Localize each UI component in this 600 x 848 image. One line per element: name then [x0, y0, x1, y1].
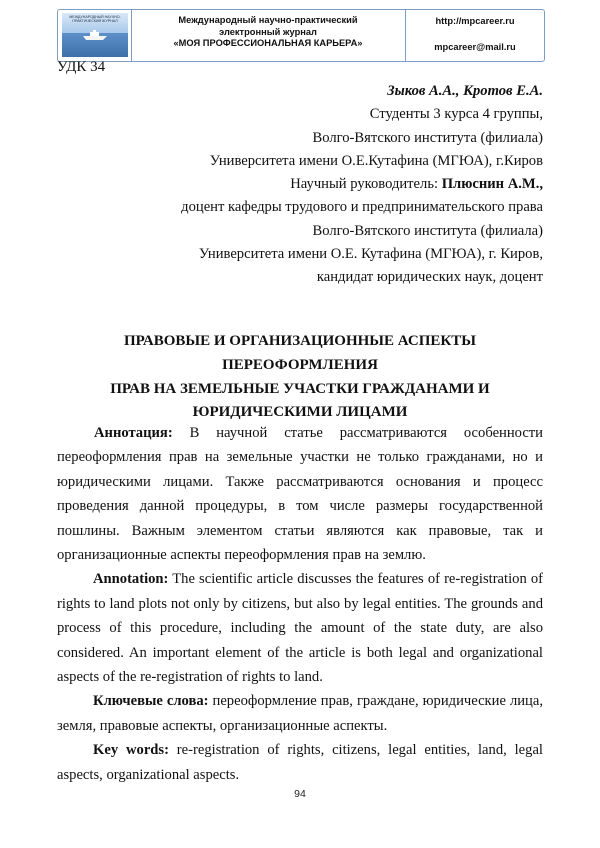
ship-icon [82, 30, 108, 40]
annotation-en-text: The scientific article discusses the features of re-registration of rights to land plots not only by citizens, but also by legal entities. The grounds and process of this procedure, including the amount of the state duty, are also considered. An important element of the article is both legal and organizational aspects of the re-registration of rights to land. [57, 571, 543, 686]
journal-line-1: Международный научно-практический [178, 15, 358, 25]
keywords-en-text: re-registration of rights, citizens, legal entities, land, legal aspects, organizational aspects. [57, 742, 543, 783]
supervisor-label: Научный руководитель: [290, 176, 442, 193]
keywords-en-label: Key words: [93, 742, 169, 759]
supervisor-name: Плюснин А.М., [441, 176, 543, 193]
author-line: кандидат юридических наук, доцент [316, 269, 543, 286]
journal-email-link[interactable]: mpcareer@mail.ru [434, 42, 516, 52]
abstract-section [57, 421, 543, 787]
author-line: Университета имени О.Е.Кутафина (МГЮА), г.Киров [209, 152, 543, 169]
journal-contacts [408, 15, 542, 52]
author-names: Зыков А.А., Кротов Е.А. [387, 83, 543, 99]
page-number: 94 [294, 788, 306, 800]
title-line: ЮРИДИЧЕСКИМИ ЛИЦАМИ [192, 404, 408, 421]
logo-text: МЕЖДУНАРОДНЫЙ НАУЧНО-ПРАКТИЧЕСКИЙ ЖУРНАЛ [69, 15, 121, 23]
author-line: Волго-Вятского института (филиала) [312, 129, 543, 146]
article-title [57, 330, 543, 425]
keywords-ru-label: Ключевые слова: [93, 693, 209, 710]
author-block [57, 80, 543, 290]
journal-line-2: электронный журнал [219, 26, 317, 37]
keywords-ru-text: переоформление прав, граждане, юридические лица, земля, правовые аспекты, организационные аспекты. [57, 693, 543, 734]
ship-logo-icon [62, 13, 128, 57]
author-line: Волго-Вятского института (филиала) [312, 222, 543, 239]
author-line: Студенты 3 курса 4 группы, [369, 106, 543, 123]
annotation-en [57, 567, 543, 689]
journal-url-link[interactable]: http://mpcareer.ru [435, 16, 515, 26]
header-divider [131, 10, 132, 61]
title-line: ПРАВОВЫЕ И ОРГАНИЗАЦИОННЫЕ АСПЕКТЫ ПЕРЕОФОРМЛЕНИЯ [123, 333, 476, 373]
journal-line-3: «МОЯ ПРОФЕССИОНАЛЬНАЯ КАРЬЕРА» [173, 38, 363, 49]
journal-header [57, 9, 545, 62]
author-line: Университета имени О.Е. Кутафина (МГЮА), г. Киров, [198, 246, 543, 263]
header-divider [405, 10, 406, 61]
annotation-ru-text: В научной статье рассматриваются особенности переоформления прав на земельные участки не только гражданами, но и юридическими лицами. Также рассматриваются основания и процесс проведения данной процедуры, в том числе размеры государственной пошлины. Важным элементом статьи являются как правовые, так и организационные аспекты переоформления прав на землю. [57, 425, 543, 564]
annotation-ru [57, 421, 543, 567]
title-line: ПРАВ НА ЗЕМЕЛЬНЫЕ УЧАСТКИ ГРАЖДАНАМИ И [110, 380, 490, 397]
annotation-en-label: Annotation: [93, 571, 169, 588]
author-line: доцент кафедры трудового и предпринимательского права [181, 199, 543, 216]
udk-code: УДК 34 [57, 59, 106, 75]
annotation-ru-label: Аннотация: [94, 425, 173, 441]
supervisor-line [57, 173, 543, 196]
keywords-en [57, 738, 543, 787]
journal-name [134, 15, 402, 50]
keywords-ru [57, 689, 543, 738]
